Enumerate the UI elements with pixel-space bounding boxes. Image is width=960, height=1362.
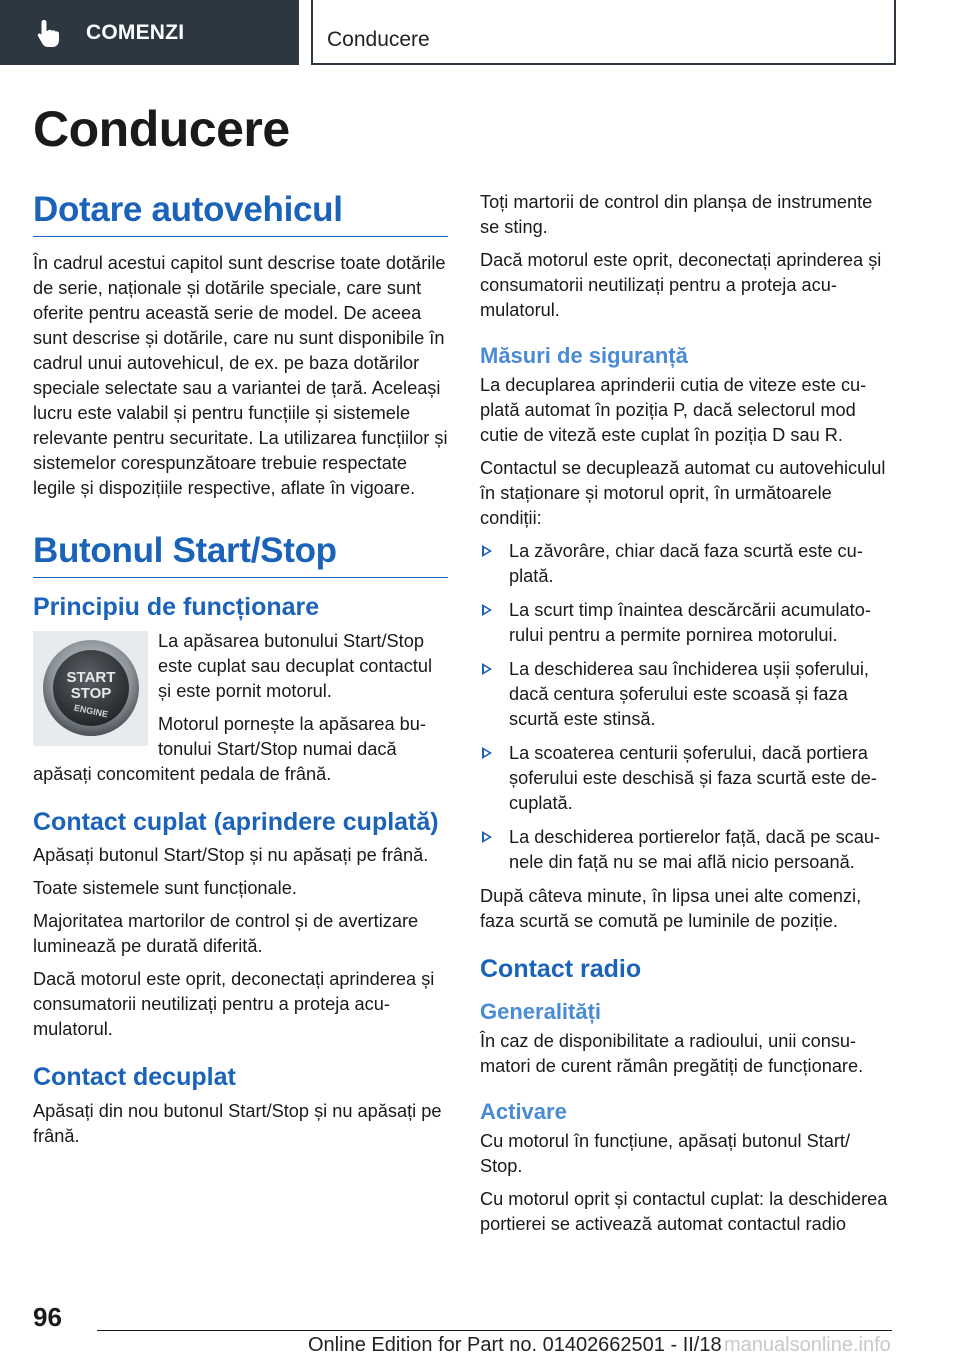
triangle-bullet-icon (482, 604, 492, 616)
footer-divider (97, 1330, 892, 1331)
hand-pointer-icon (36, 18, 66, 48)
header-section-label: Conducere (327, 28, 430, 51)
footer-edition: Online Edition for Part no. 01402662501 - II/18 (308, 1334, 722, 1356)
subsection-title-principle: Principiu de funcționare (33, 593, 320, 621)
list-item-text: La deschiderea sau închiderea ușii șoferului, dacă centura șoferului este scoasă și faza scurtă este stinsă. (509, 659, 869, 729)
subsection-title-activation: Activare (480, 1098, 567, 1124)
button-text-start: START (66, 669, 115, 686)
page-title: Conducere (33, 101, 290, 157)
ignition-on-paragraph-2: Toate sistemele sunt funcționale. (33, 878, 297, 898)
general-paragraph: În caz de disponibilitate a radioului, unii consumatori de curent rămân pregătiți de funcționare. (480, 1030, 864, 1076)
list-item-text: La scoaterea centurii șoferului, dacă portiera șoferului este deschisă și faza scurtă este decuplată. (509, 743, 877, 813)
safety-paragraph-2: Contactul se decuplează automat cu autovehiculul în staționare și motorul oprit, în următoarele condiții: (480, 458, 886, 528)
right-column (480, 190, 895, 1245)
triangle-bullet-icon (482, 545, 492, 557)
subsection-title-safety: Măsuri de siguranță (480, 343, 688, 368)
activation-paragraph-1: Cu motorul în funcțiune, apăsați butonul Start/ Stop. (480, 1130, 851, 1176)
header-section-tab (311, 0, 896, 65)
ignition-off-paragraph: Apăsați din nou butonul Start/Stop și nu apăsați pe frână. (33, 1100, 442, 1146)
list-item-text: La zăvorâre, chiar dacă faza scurtă este cuplată. (509, 541, 863, 586)
button-text-engine: ENGINE (72, 702, 109, 720)
button-text-stop: STOP (70, 685, 111, 702)
start-stop-button-image (33, 631, 148, 746)
header-tab-commands[interactable] (0, 0, 299, 65)
subsection-title-radio: Contact radio (480, 955, 642, 983)
activation-paragraph-2: Cu motorul oprit și contactul cuplat: la deschiderea portierei se activează automat contactul radio (480, 1188, 888, 1234)
right-paragraph-2: Dacă motorul este oprit, deconectați aprinderea și consumatorii neutilizați pentru a proteja acumulatorul. (480, 250, 882, 320)
conditions-list (480, 539, 895, 875)
principle-paragraph-2: Motorul pornește la apăsarea butonului Start/Stop numai dacă apăsați concomitent pedala de frână. (33, 713, 426, 784)
ignition-on-paragraph-1: Apăsați butonul Start/Stop și nu apăsați pe frână. (33, 845, 429, 865)
right-paragraph-1: Toți martorii de control din planșa de instrumente se sting. (480, 192, 873, 237)
ignition-on-paragraph-4: Dacă motorul este oprit, deconectați aprinderea și consumatorii neutilizați pentru a proteja acumulatorul. (33, 969, 435, 1039)
footer-watermark: manualsonline.info (724, 1334, 891, 1356)
left-column (33, 190, 448, 1157)
subsection-title-general: Generalități (480, 998, 602, 1024)
list-item-text: La deschiderea portierelor față, dacă pe scaunele din față nu se mai află nicio persoană. (509, 827, 881, 872)
list-item (480, 539, 895, 589)
safety-paragraph-1: La decuplarea aprinderii cutia de viteze este cuplată automat în poziția P, dacă selectorul mod cutie de viteză este cuplat în poziția D sau R. (480, 375, 867, 445)
list-item (480, 741, 895, 816)
triangle-bullet-icon (482, 663, 492, 675)
triangle-bullet-icon (482, 831, 492, 843)
page-number: 96 (33, 1302, 62, 1332)
equipment-paragraph: În cadrul acestui capitol sunt descrise toate dotările de serie, naționale și dotările speciale, care sunt oferite pentru această serie de model. De aceea sunt descrise și dotările, care nu sunt disponibile în cadrul unui autovehicul, de ex. pe baza dotărilor speciale selectate sau a variantei de țară. Aceleași lucru este valabil și pentru funcțiile și sistemele relevante pentru securitate. La utilizarea funcțiilor și sistemelor corespunzătoare trebuie respectate legile și dispozițiile respective, aflate în vigoare. (33, 253, 448, 498)
list-item (480, 825, 895, 875)
principle-paragraph-1: La apăsarea butonului Start/Stop este cuplat sau decuplat contactul și este pornit motorul. (158, 630, 433, 701)
list-item-text: La scurt timp înaintea descărcării acumulatorului pentru a permite pornirea motorului. (509, 600, 871, 645)
subsection-title-ignition-off: Contact decuplat (33, 1063, 236, 1091)
section-title-start-stop: Butonul Start/Stop (33, 531, 448, 578)
triangle-bullet-icon (482, 747, 492, 759)
header-tab-label: COMENZI (86, 20, 185, 44)
subsection-title-ignition-on: Contact cuplat (aprindere cuplată) (33, 807, 439, 836)
ignition-on-paragraph-3: Majoritatea martorilor de control și de avertizare luminează pe durată diferită. (33, 911, 419, 956)
safety-paragraph-3: După câteva minute, în lipsa unei alte comenzi, faza scurtă se comută pe luminile de poziție. (480, 886, 862, 931)
list-item (480, 657, 895, 732)
section-title-equipment: Dotare autovehicul (33, 190, 448, 237)
list-item (480, 598, 895, 648)
